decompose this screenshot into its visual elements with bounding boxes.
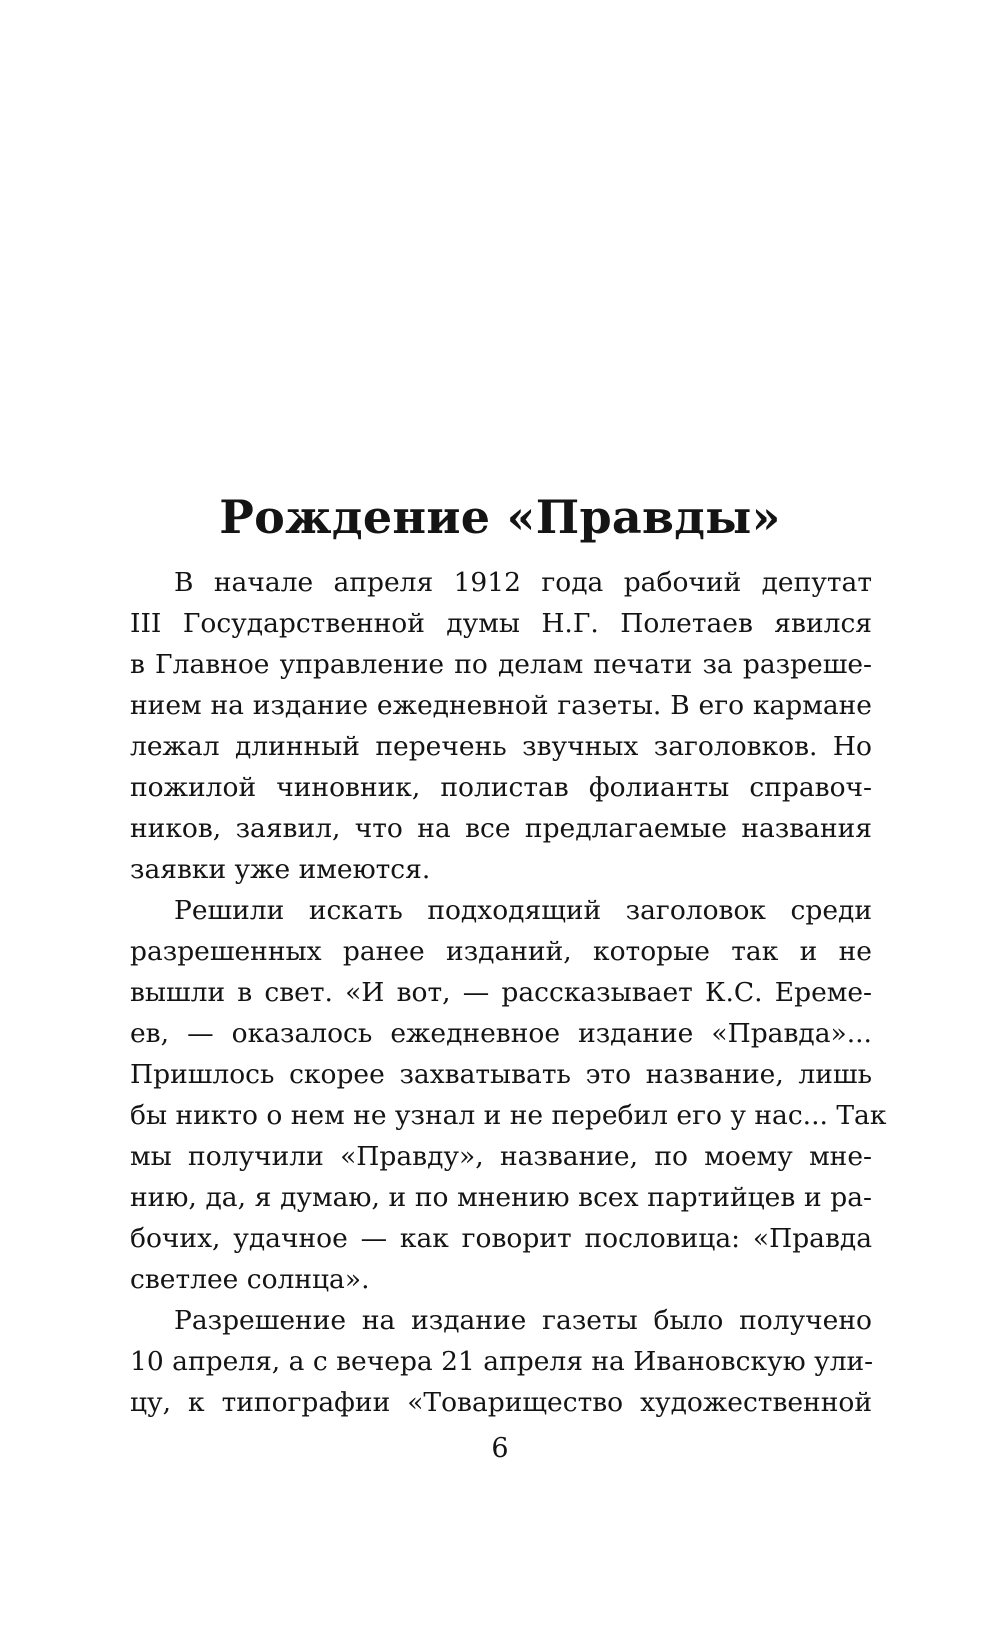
text-line: пожилой чиновник, полистав фолианты справоч- <box>130 772 872 803</box>
text-line: лежал длинный перечень звучных заголовков. Но <box>130 731 872 762</box>
page-number: 6 <box>491 1433 509 1464</box>
text-line: Разрешение на издание газеты было получено <box>174 1305 872 1336</box>
text-line: Решили искать подходящий заголовок среди <box>174 895 872 926</box>
text-line: нием на издание ежедневной газеты. В его кармане <box>130 690 872 721</box>
text-line: 10 апреля, а с вечера 21 апреля на Ивановскую ули- <box>130 1346 874 1377</box>
text-line: Пришлось скорее захватывать это название, лишь <box>130 1059 872 1090</box>
text-line: III Государственной думы Н.Г. Полетаев явился <box>130 608 872 639</box>
text-line: ников, заявил, что на все предлагаемые названия <box>130 813 872 844</box>
text-line: В начале апреля 1912 года рабочий депутат <box>174 567 872 598</box>
text-line: светлее солнца». <box>130 1264 370 1295</box>
body-text <box>130 562 887 1423</box>
text-line: заявки уже имеются. <box>130 854 431 885</box>
text-line: нию, да, я думаю, и по мнению всех партийцев и ра- <box>130 1182 872 1213</box>
text-line: в Главное управление по делам печати за разреше- <box>130 649 872 680</box>
text-line: мы получили «Правду», название, по моему мне- <box>130 1141 872 1172</box>
chapter-title: Рождение «Правды» <box>219 489 781 544</box>
text-line: цу, к типографии «Товарищество художественной <box>130 1387 872 1418</box>
text-line: бочих, удачное — как говорит пословица: «Правда <box>130 1223 872 1254</box>
text-line: разрешенных ранее изданий, которые так и не <box>130 936 872 967</box>
text-line: бы никто о нем не узнал и не перебил его у нас... Так <box>130 1100 887 1131</box>
text-line: вышли в свет. «И вот, — рассказывает К.С. Ереме- <box>130 977 872 1008</box>
text-line: ев, — оказалось ежедневное издание «Правда»... <box>130 1018 872 1049</box>
